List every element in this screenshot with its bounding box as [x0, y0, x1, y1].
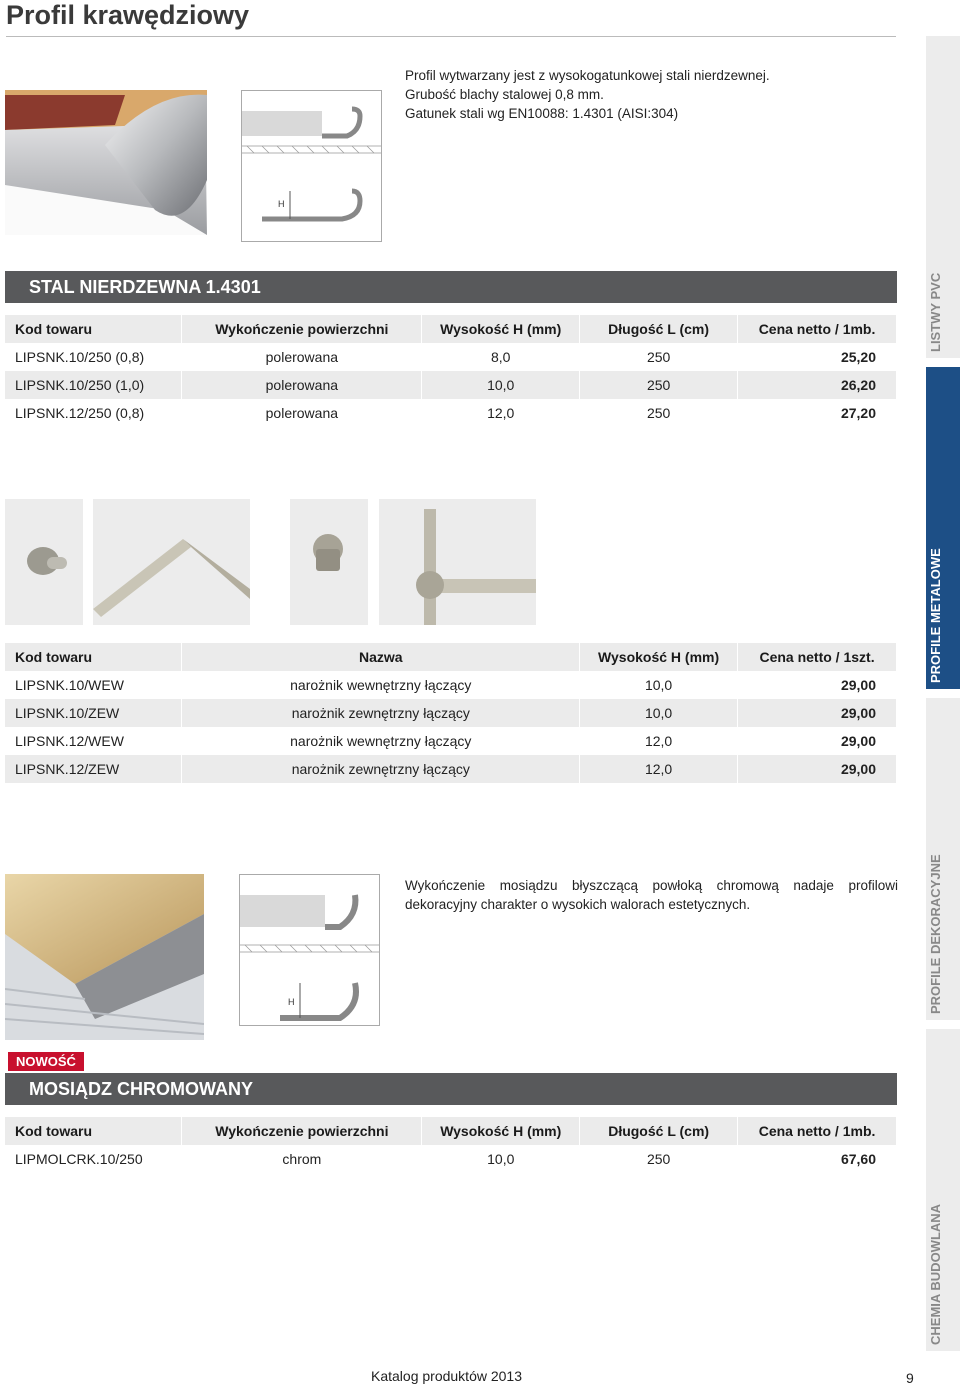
intro-description: [405, 66, 895, 123]
table-row: [5, 727, 897, 755]
section-stainless-header: STAL NIERDZEWNA 1.4301: [5, 271, 897, 303]
cell-code: LIPSNK.10/WEW: [5, 671, 182, 699]
cell-finish: chrom: [182, 1145, 422, 1173]
cell-price: 29,00: [738, 755, 897, 783]
stainless-table: [5, 315, 897, 427]
cell-finish: polerowana: [182, 371, 422, 399]
cell-price: 26,20: [738, 371, 897, 399]
col-finish: Wykończenie powierzchni: [182, 1117, 422, 1145]
table-row: [5, 699, 897, 727]
cell-price: 29,00: [738, 699, 897, 727]
table-row: [5, 1145, 897, 1173]
cell-length: 250: [580, 343, 738, 371]
cell-height: 8,0: [422, 343, 580, 371]
col-height: Wysokość H (mm): [422, 315, 580, 343]
cell-height: 10,0: [580, 699, 738, 727]
intro-line-2: Grubość blachy stalowej 0,8 mm.: [405, 87, 604, 102]
table-header-row: [5, 315, 897, 343]
product-photo-stainless: [5, 90, 207, 235]
table-row: [5, 371, 897, 399]
brass-table: [5, 1117, 897, 1173]
cell-code: LIPMOLCRK.10/250: [5, 1145, 182, 1173]
product-photo-brass: [5, 874, 204, 1040]
cell-price: 67,60: [738, 1145, 897, 1173]
footer-catalog: Katalog produktów 2013: [371, 1368, 522, 1384]
side-tab-label: LISTWY PVC: [928, 272, 943, 352]
col-length: Długość L (cm): [580, 315, 738, 343]
photo-corner-joined: [93, 499, 250, 625]
col-finish: Wykończenie powierzchni: [182, 315, 422, 343]
cell-name: narożnik zewnętrzny łączący: [182, 755, 580, 783]
cell-name: narożnik wewnętrzny łączący: [182, 727, 580, 755]
page-number: 9: [906, 1370, 914, 1386]
col-length: Długość L (cm): [580, 1117, 738, 1145]
col-height: Wysokość H (mm): [422, 1117, 580, 1145]
cell-height: 10,0: [422, 1145, 580, 1173]
corners-table: [5, 643, 897, 783]
cell-price: 27,20: [738, 399, 897, 427]
cell-name: narożnik wewnętrzny łączący: [182, 671, 580, 699]
cell-finish: polerowana: [182, 343, 422, 371]
new-badge: NOWOŚĆ: [8, 1052, 84, 1071]
side-tab-profile-metalowe[interactable]: [926, 367, 960, 689]
photo-corner-outer-small: [290, 499, 368, 625]
side-tab-profile-dekoracyjne[interactable]: [926, 698, 960, 1020]
cell-price: 29,00: [738, 671, 897, 699]
col-code: Kod towaru: [5, 1117, 182, 1145]
col-price: Cena netto / 1mb.: [738, 315, 897, 343]
table-row: [5, 399, 897, 427]
cell-code: LIPSNK.12/WEW: [5, 727, 182, 755]
side-tab-chemia-budowlana[interactable]: [926, 1029, 960, 1351]
cell-height: 12,0: [580, 755, 738, 783]
cell-length: 250: [580, 371, 738, 399]
side-tab-label: PROFILE METALOWE: [928, 548, 943, 683]
cell-length: 250: [580, 1145, 738, 1173]
col-price: Cena netto / 1szt.: [738, 643, 897, 671]
cell-code: LIPSNK.12/250 (0,8): [5, 399, 182, 427]
profile-diagram: [241, 90, 382, 242]
cell-height: 12,0: [580, 727, 738, 755]
col-name: Nazwa: [182, 643, 580, 671]
height-label: H: [288, 997, 295, 1007]
side-tab-label: CHEMIA BUDOWLANA: [928, 1203, 943, 1345]
cell-height: 12,0: [422, 399, 580, 427]
title-divider: [6, 36, 896, 37]
table-header-row: [5, 1117, 897, 1145]
cell-price: 29,00: [738, 727, 897, 755]
cell-code: LIPSNK.10/250 (0,8): [5, 343, 182, 371]
cell-price: 25,20: [738, 343, 897, 371]
brass-line-1: Wykończenie mosiądzu błyszczącą powłoką chromową nadaje profilowi: [405, 878, 898, 893]
photo-corner-outer-large: [379, 499, 536, 625]
height-label: H: [278, 199, 285, 209]
intro-line-1: Profil wytwarzany jest z wysokogatunkowej stali nierdzewnej.: [405, 68, 770, 83]
cell-height: 10,0: [580, 671, 738, 699]
col-height: Wysokość H (mm): [580, 643, 738, 671]
cell-name: narożnik zewnętrzny łączący: [182, 699, 580, 727]
brass-line-2: dekoracyjny charakter o wysokich walorach estetycznych.: [405, 897, 751, 912]
col-code: Kod towaru: [5, 315, 182, 343]
cell-length: 250: [580, 399, 738, 427]
col-code: Kod towaru: [5, 643, 182, 671]
cell-code: LIPSNK.12/ZEW: [5, 755, 182, 783]
table-row: [5, 671, 897, 699]
side-tab-label: PROFILE DEKORACYJNE: [928, 854, 943, 1014]
cell-code: LIPSNK.10/ZEW: [5, 699, 182, 727]
intro-line-3: Gatunek stali wg EN10088: 1.4301 (AISI:304): [405, 106, 679, 121]
page-title: Profil krawędziowy: [6, 0, 250, 30]
photo-corner-inner-small: [5, 499, 83, 625]
brass-description: [405, 876, 898, 914]
table-row: [5, 343, 897, 371]
brass-profile-diagram: [239, 874, 380, 1026]
cell-code: LIPSNK.10/250 (1,0): [5, 371, 182, 399]
section-brass-header: MOSIĄDZ CHROMOWANY: [5, 1073, 897, 1105]
side-tab-listwy-pvc[interactable]: [926, 36, 960, 358]
table-header-row: [5, 643, 897, 671]
cell-height: 10,0: [422, 371, 580, 399]
col-price: Cena netto / 1mb.: [738, 1117, 897, 1145]
table-row: [5, 755, 897, 783]
cell-finish: polerowana: [182, 399, 422, 427]
